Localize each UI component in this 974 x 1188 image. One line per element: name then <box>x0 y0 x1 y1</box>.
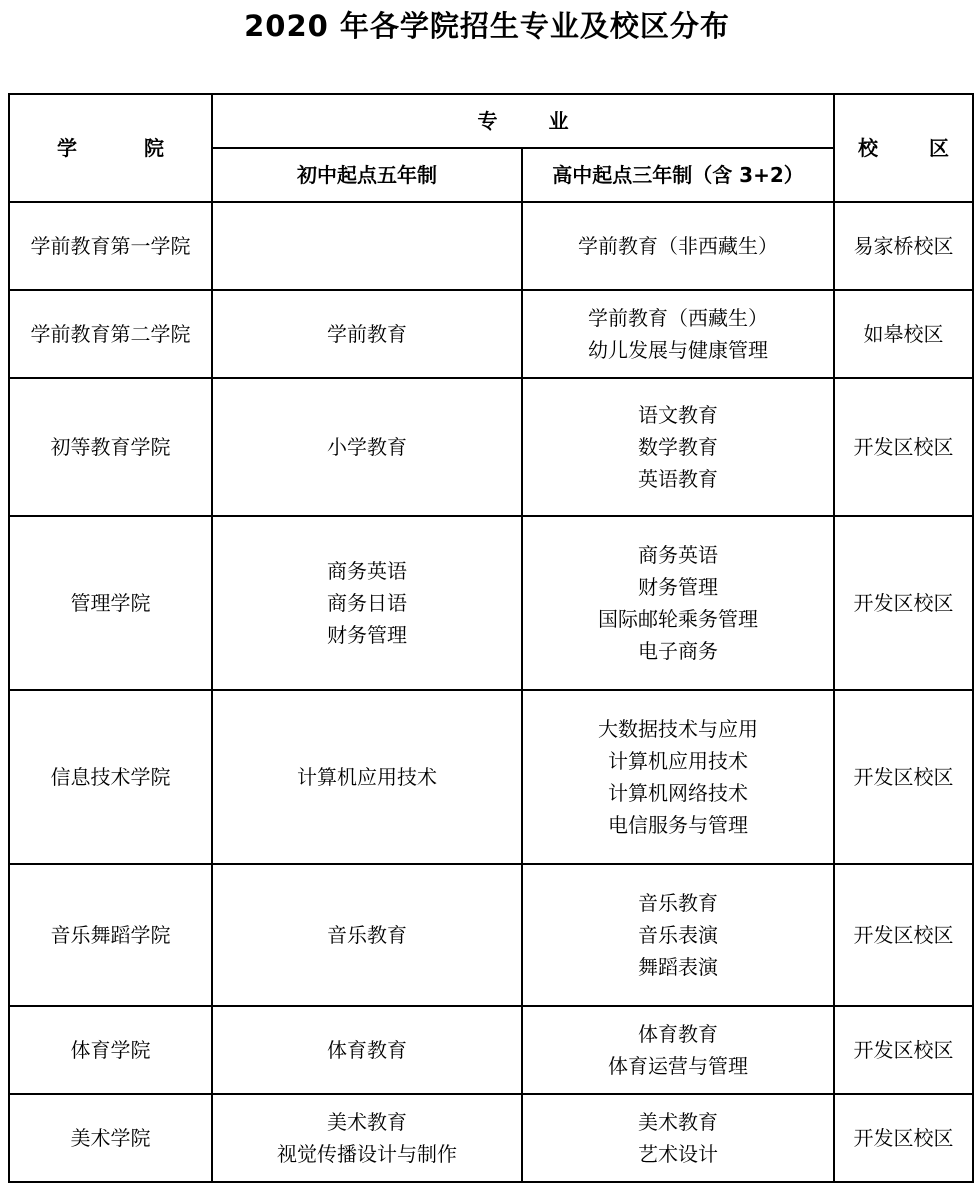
cell-three-year-majors <box>522 1006 834 1094</box>
cell-college: 学前教育第二学院 <box>9 290 212 378</box>
major-item: 美术教育 <box>638 1110 718 1134</box>
cell-college: 体育学院 <box>9 1006 212 1094</box>
table-row <box>9 378 973 516</box>
cell-college: 信息技术学院 <box>9 690 212 864</box>
table-row <box>9 290 973 378</box>
enrollment-table <box>8 93 974 1183</box>
major-item: 电信服务与管理 <box>608 813 748 837</box>
major-item: 计算机应用技术 <box>297 765 437 789</box>
header-major: 专 业 <box>212 94 834 148</box>
cell-college: 管理学院 <box>9 516 212 690</box>
cell-campus: 开发区校区 <box>834 690 973 864</box>
cell-college: 初等教育学院 <box>9 378 212 516</box>
cell-campus: 开发区校区 <box>834 516 973 690</box>
major-item: 舞蹈表演 <box>638 955 718 979</box>
cell-three-year-majors <box>522 378 834 516</box>
major-item: 大数据技术与应用 <box>598 717 758 741</box>
cell-three-year-majors <box>522 516 834 690</box>
cell-three-year-majors <box>522 1094 834 1182</box>
table-row <box>9 1006 973 1094</box>
major-item: 财务管理 <box>638 575 718 599</box>
table-body <box>9 202 973 1182</box>
cell-campus: 开发区校区 <box>834 864 973 1006</box>
major-item: 学前教育 <box>327 322 407 346</box>
major-item: 小学教育 <box>327 435 407 459</box>
cell-campus: 易家桥校区 <box>834 202 973 290</box>
table-row <box>9 202 973 290</box>
cell-five-year-majors <box>212 516 522 690</box>
cell-five-year-majors <box>212 864 522 1006</box>
cell-three-year-majors <box>522 202 834 290</box>
major-item: 体育运营与管理 <box>608 1054 748 1078</box>
major-item: 商务日语 <box>327 591 407 615</box>
major-item: 计算机网络技术 <box>608 781 748 805</box>
major-item: 计算机应用技术 <box>608 749 748 773</box>
major-item: 音乐教育 <box>327 923 407 947</box>
cell-campus: 开发区校区 <box>834 378 973 516</box>
cell-five-year-majors <box>212 1094 522 1182</box>
major-item: 电子商务 <box>638 639 718 663</box>
major-item: 音乐教育 <box>638 891 718 915</box>
cell-three-year-majors <box>522 690 834 864</box>
cell-campus: 开发区校区 <box>834 1006 973 1094</box>
header-college: 学 院 <box>9 94 212 202</box>
major-item: 英语教育 <box>638 467 718 491</box>
header-three-year: 高中起点三年制（含 3+2） <box>522 148 834 202</box>
major-item: 数学教育 <box>638 435 718 459</box>
major-item: 国际邮轮乘务管理 <box>598 607 758 631</box>
major-item: 商务英语 <box>638 543 718 567</box>
major-item: 视觉传播设计与制作 <box>277 1142 457 1166</box>
major-item: 商务英语 <box>327 559 407 583</box>
cell-five-year-majors <box>212 378 522 516</box>
major-item: 体育教育 <box>327 1038 407 1062</box>
major-item: 财务管理 <box>327 623 407 647</box>
cell-campus: 开发区校区 <box>834 1094 973 1182</box>
cell-college: 美术学院 <box>9 1094 212 1182</box>
page-title: 2020 年各学院招生专业及校区分布 <box>244 9 730 43</box>
cell-three-year-majors <box>522 290 834 378</box>
cell-three-year-majors <box>522 864 834 1006</box>
table-row <box>9 516 973 690</box>
cell-college: 学前教育第一学院 <box>9 202 212 290</box>
major-item: 艺术设计 <box>638 1142 718 1166</box>
cell-college: 音乐舞蹈学院 <box>9 864 212 1006</box>
cell-five-year-majors <box>212 202 522 290</box>
cell-five-year-majors <box>212 290 522 378</box>
major-item: 体育教育 <box>638 1022 718 1046</box>
major-item: 幼儿发展与健康管理 <box>588 338 768 362</box>
cell-five-year-majors <box>212 690 522 864</box>
header-five-year: 初中起点五年制 <box>212 148 522 202</box>
major-item: 学前教育（非西藏生） <box>578 234 778 258</box>
table-row <box>9 690 973 864</box>
cell-campus: 如皋校区 <box>834 290 973 378</box>
major-item: 音乐表演 <box>638 923 718 947</box>
major-item: 语文教育 <box>638 403 718 427</box>
major-item: 学前教育（西藏生） <box>588 306 768 330</box>
header-campus: 校 区 <box>834 94 973 202</box>
table-row <box>9 1094 973 1182</box>
table-row <box>9 864 973 1006</box>
major-item: 美术教育 <box>327 1110 407 1134</box>
cell-five-year-majors <box>212 1006 522 1094</box>
